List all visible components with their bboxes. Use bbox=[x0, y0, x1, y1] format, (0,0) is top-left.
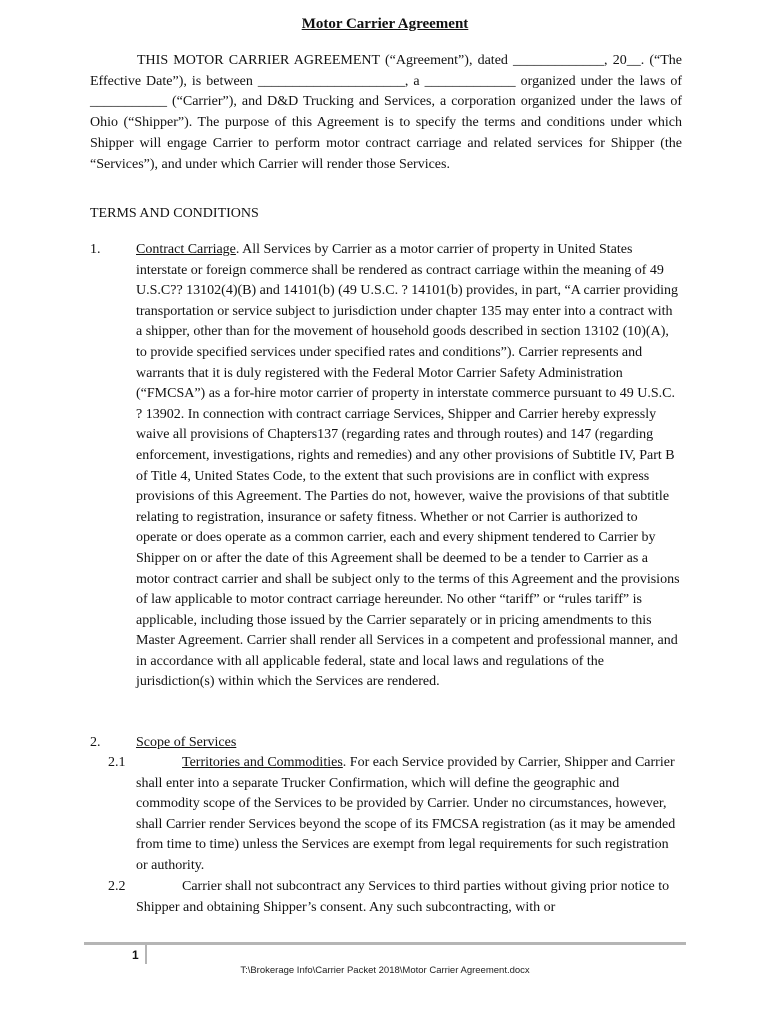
section-text: . All Services by Carrier as a motor carrier of property in United States interstate or foreign commerce shall be rendered as contract carriage within the meaning of 49 U.S.C?? 13102(4)(B) and 14101(b) (49 U.S.C. ? 14101(b) provides, in part, “A carrier providing transportation or service subject to jurisdiction under chapter 135 may enter into a contract with a shipper, other than for the movement of household goods described in section 13102 (10)(A), to provide specified services under specified rates and conditions”). Carrier represents and warrants that it is duly registered with the Federal Motor Carrier Safety Administration (“FMCSA”) as a for-hire motor carrier of property in interstate commerce pursuant to 49 U.S.C. ? 13902. In connection with contract carriage Services, Shipper and Carrier hereby expressly waive all provisions of Chapters137 (regarding rates and through routes) and 147 (regarding enforcement, investigations, rights and remedies) and any other provisions of Subtitle IV, Part B of Title 4, United States Code, to the extent that such provisions are in conflict with express provisions of this Agreement. The Parties do not, however, waive the provisions of that subtitle relating to registration, insurance or safety fitness. Whether or not Carrier is authorized to operate or does operate as a common carrier, each and every shipment tendered to Carrier by Shipper on or after the date of this Agreement shall be deemed to be a tender to Carrier as a motor contract carrier and shall be subject only to the terms of this Agreement and the provisions of law applicable to motor contract carriage hereunder. No other “tariff” or “rules tariff” is applicable, including those issued by the Carrier separately or in pricing amendments to this Master Agreement. Carrier shall render all Services in a competent and professional manner, and in accordance with all applicable federal, state and local laws and regulations of the jurisdiction(s) within which the Services are rendered. bbox=[136, 242, 680, 690]
footer-rule bbox=[84, 942, 686, 945]
subsection-text: . For each Service provided by Carrier, Shipper and Carrier shall enter into a separate Trucker Confirmation, which will define the geographic and commodity scope of the Services to be provided by Carrier. Under no circumstances, however, shall Carrier render Services beyond the scope of its FMCSA registration (as it may be amended from time to time) unless the Services are exempt from legal requirements for such registration or authority. bbox=[136, 755, 676, 873]
subsection-body bbox=[136, 877, 682, 918]
subsection-number: 2.2 bbox=[108, 879, 126, 894]
subsection-text: Carrier shall not subcontract any Services to third parties without giving prior notice to Shipper and obtaining Shipper’s consent. Any such subcontracting, with or bbox=[136, 879, 670, 915]
section-heading: Scope of Services bbox=[136, 735, 237, 750]
section-body bbox=[136, 240, 682, 693]
intro-paragraph: THIS MOTOR CARRIER AGREEMENT (“Agreement”), dated _____________, 20__. (“The Effective Date”), is between _____________________, a _____________ organized under the laws of ___________ (“Carrier”), and D&D Trucking and Services, a corporation organized under the laws of Ohio (“Shipper”). The purpose of this Agreement is to specify the terms and conditions under which Shipper will engage Carrier to perform motor contract carriage and related services for Shipper (the “Services”), and under which Carrier will render those Services. bbox=[90, 53, 682, 172]
section-number: 2. bbox=[90, 735, 101, 750]
section-number: 1. bbox=[90, 242, 101, 257]
page-number-separator bbox=[145, 944, 147, 964]
terms-heading: TERMS AND CONDITIONS bbox=[90, 206, 259, 221]
subsection-number: 2.1 bbox=[108, 755, 126, 770]
section-body bbox=[136, 733, 682, 754]
subsection-body bbox=[136, 753, 682, 877]
section-heading: Contract Carriage bbox=[136, 242, 236, 257]
document-title: Motor Carrier Agreement bbox=[301, 16, 469, 32]
footer-file-path: T:\Brokerage Info\Carrier Packet 2018\Motor Carrier Agreement.docx bbox=[240, 965, 530, 976]
page-number: 1 bbox=[132, 948, 139, 962]
subsection-heading: Territories and Commodities bbox=[182, 755, 343, 770]
